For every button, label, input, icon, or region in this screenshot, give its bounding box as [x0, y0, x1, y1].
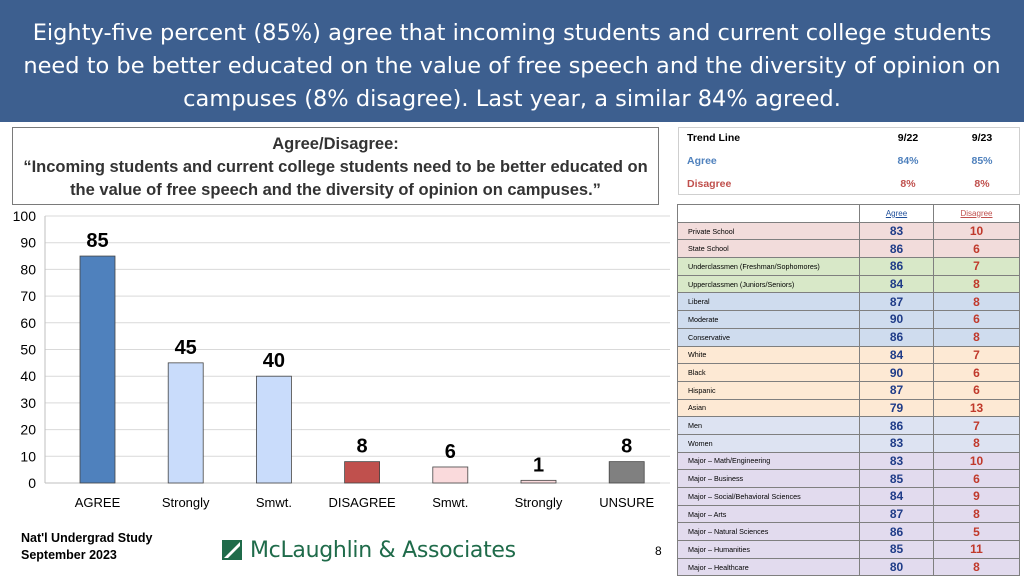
bar: [433, 467, 468, 483]
trend-disagree-label: Disagree: [687, 178, 732, 190]
row-label: Upperclassmen (Juniors/Seniors): [678, 275, 860, 293]
row-label: State School: [678, 240, 860, 258]
bar-chart: [0, 205, 670, 525]
table-row: [678, 258, 1020, 276]
row-label: Underclassmen (Freshman/Sophomores): [678, 258, 860, 276]
row-agree-value: 86: [860, 417, 934, 435]
row-disagree-value: 8: [934, 328, 1020, 346]
x-tick-label: UNSURE: [599, 495, 655, 510]
bar: [521, 480, 556, 483]
row-label: Major – Natural Sciences: [678, 523, 860, 541]
row-label: Major – Business: [678, 470, 860, 488]
table-row: [678, 293, 1020, 311]
y-tick-label: 90: [20, 234, 36, 251]
row-label: Men: [678, 417, 860, 435]
row-disagree-value: 8: [934, 293, 1020, 311]
trend-agree-row: [679, 155, 1019, 175]
row-agree-value: 86: [860, 523, 934, 541]
bar: [256, 376, 291, 483]
row-label: White: [678, 346, 860, 364]
data-label: 40: [262, 350, 286, 373]
row-agree-value: 86: [860, 258, 934, 276]
row-disagree-value: 6: [934, 240, 1020, 258]
row-disagree-value: 5: [934, 523, 1020, 541]
company-logo: [222, 535, 516, 565]
x-tick-label: Strongly: [514, 495, 563, 510]
trend-agree-2: 85%: [971, 155, 993, 167]
row-disagree-value: 7: [934, 346, 1020, 364]
row-agree-value: 83: [860, 452, 934, 470]
data-label: 6: [444, 440, 456, 463]
x-tick-label: Smwt.: [255, 495, 292, 510]
trend-header-row: [679, 132, 1019, 152]
table-row: [678, 399, 1020, 417]
row-agree-value: 90: [860, 364, 934, 382]
y-tick-label: 30: [20, 394, 36, 411]
bar: [168, 363, 203, 483]
row-agree-value: 87: [860, 293, 934, 311]
col-disagree-header: Disagree: [934, 205, 1020, 223]
study-date: September 2023: [21, 548, 117, 562]
y-tick-label: 20: [20, 421, 36, 438]
headline-banner: [0, 0, 1024, 122]
row-agree-value: 84: [860, 488, 934, 506]
row-agree-value: 84: [860, 346, 934, 364]
row-disagree-value: 7: [934, 258, 1020, 276]
table-row: [678, 505, 1020, 523]
table-row: [678, 222, 1020, 240]
row-label: Major – Healthcare: [678, 558, 860, 576]
x-tick-label: Smwt.: [432, 495, 469, 510]
row-disagree-value: 11: [934, 541, 1020, 559]
trend-header-label: Trend Line: [687, 132, 741, 144]
table-row: [678, 488, 1020, 506]
logo-mark-icon: [222, 540, 242, 560]
trend-col-2: 9/23: [971, 132, 993, 144]
table-row: [678, 434, 1020, 452]
row-agree-value: 85: [860, 470, 934, 488]
row-disagree-value: 6: [934, 381, 1020, 399]
row-agree-value: 90: [860, 311, 934, 329]
trend-agree-label: Agree: [687, 155, 717, 167]
demographics-table: [677, 204, 1020, 576]
row-disagree-value: 6: [934, 364, 1020, 382]
page-number: 8: [655, 544, 662, 558]
row-label: Conservative: [678, 328, 860, 346]
data-label: 8: [621, 435, 633, 458]
trend-disagree-row: [679, 178, 1019, 198]
row-agree-value: 80: [860, 558, 934, 576]
table-row: [678, 523, 1020, 541]
row-disagree-value: 9: [934, 488, 1020, 506]
row-label: Major – Social/Behavioral Sciences: [678, 488, 860, 506]
demographics-header-row: [678, 205, 1020, 223]
row-agree-value: 85: [860, 541, 934, 559]
table-row: [678, 470, 1020, 488]
row-label: Asian: [678, 399, 860, 417]
data-label: 85: [86, 230, 109, 253]
trend-disagree-1: 8%: [900, 178, 916, 190]
row-label: Women: [678, 434, 860, 452]
row-agree-value: 87: [860, 505, 934, 523]
table-row: [678, 452, 1020, 470]
y-tick-label: 10: [20, 448, 36, 465]
study-name: Nat'l Undergrad Study: [21, 531, 153, 545]
table-row: [678, 364, 1020, 382]
row-disagree-value: 8: [934, 558, 1020, 576]
headline-text: Eighty-five percent (85%) agree that incoming students and current college students need to be better educated on the value of free speech and the diversity of opinion on campuses (8% disagree). Last year, a similar 84% agreed.: [23, 20, 1001, 112]
chart-title-box: [12, 127, 659, 205]
row-disagree-value: 10: [934, 452, 1020, 470]
row-agree-value: 84: [860, 275, 934, 293]
row-disagree-value: 6: [934, 311, 1020, 329]
y-tick-label: 70: [20, 288, 36, 305]
bar: [80, 256, 115, 483]
row-disagree-value: 8: [934, 275, 1020, 293]
table-row: [678, 381, 1020, 399]
col-agree-header: Agree: [860, 205, 934, 223]
row-agree-value: 83: [860, 222, 934, 240]
table-row: [678, 346, 1020, 364]
chart-question: “Incoming students and current college students need to be better educated on the value of free speech and the diversity of opinion on campuses.”: [23, 158, 648, 199]
row-label: Moderate: [678, 311, 860, 329]
row-label: Major – Math/Engineering: [678, 452, 860, 470]
y-tick-label: 60: [20, 314, 36, 331]
row-agree-value: 86: [860, 328, 934, 346]
y-tick-label: 0: [28, 475, 36, 491]
y-tick-label: 80: [20, 261, 36, 278]
bar: [345, 462, 380, 483]
table-row: [678, 240, 1020, 258]
table-row: [678, 275, 1020, 293]
y-tick-label: 50: [20, 341, 36, 358]
row-agree-value: 83: [860, 434, 934, 452]
x-tick-label: Strongly: [161, 495, 210, 510]
trend-col-1: 9/22: [897, 132, 919, 144]
row-label: Major – Arts: [678, 505, 860, 523]
row-disagree-value: 10: [934, 222, 1020, 240]
table-row: [678, 558, 1020, 576]
row-disagree-value: 7: [934, 417, 1020, 435]
bar: [609, 462, 644, 483]
table-row: [678, 417, 1020, 435]
row-label: Major – Humanities: [678, 541, 860, 559]
y-tick-label: 40: [20, 368, 36, 385]
data-label: 45: [174, 336, 197, 359]
study-note: [21, 530, 152, 564]
row-disagree-value: 13: [934, 399, 1020, 417]
row-label: Liberal: [678, 293, 860, 311]
row-label: Black: [678, 364, 860, 382]
chart-title: Agree/Disagree:: [272, 135, 399, 153]
row-disagree-value: 8: [934, 434, 1020, 452]
x-tick-label: DISAGREE: [328, 495, 396, 510]
row-disagree-value: 6: [934, 470, 1020, 488]
trend-disagree-2: 8%: [974, 178, 990, 190]
row-agree-value: 79: [860, 399, 934, 417]
table-row: [678, 328, 1020, 346]
x-tick-label: AGREE: [74, 495, 121, 510]
data-label: 8: [356, 435, 368, 458]
logo-text: McLaughlin & Associates: [250, 537, 516, 563]
row-label: Private School: [678, 222, 860, 240]
row-agree-value: 87: [860, 381, 934, 399]
table-row: [678, 541, 1020, 559]
demographics-header-blank: [678, 205, 860, 223]
y-tick-label: 100: [12, 208, 36, 224]
trend-line-box: [678, 127, 1020, 195]
row-disagree-value: 8: [934, 505, 1020, 523]
trend-agree-1: 84%: [897, 155, 919, 167]
data-label: 1: [532, 454, 545, 477]
table-row: [678, 311, 1020, 329]
row-agree-value: 86: [860, 240, 934, 258]
row-label: Hispanic: [678, 381, 860, 399]
